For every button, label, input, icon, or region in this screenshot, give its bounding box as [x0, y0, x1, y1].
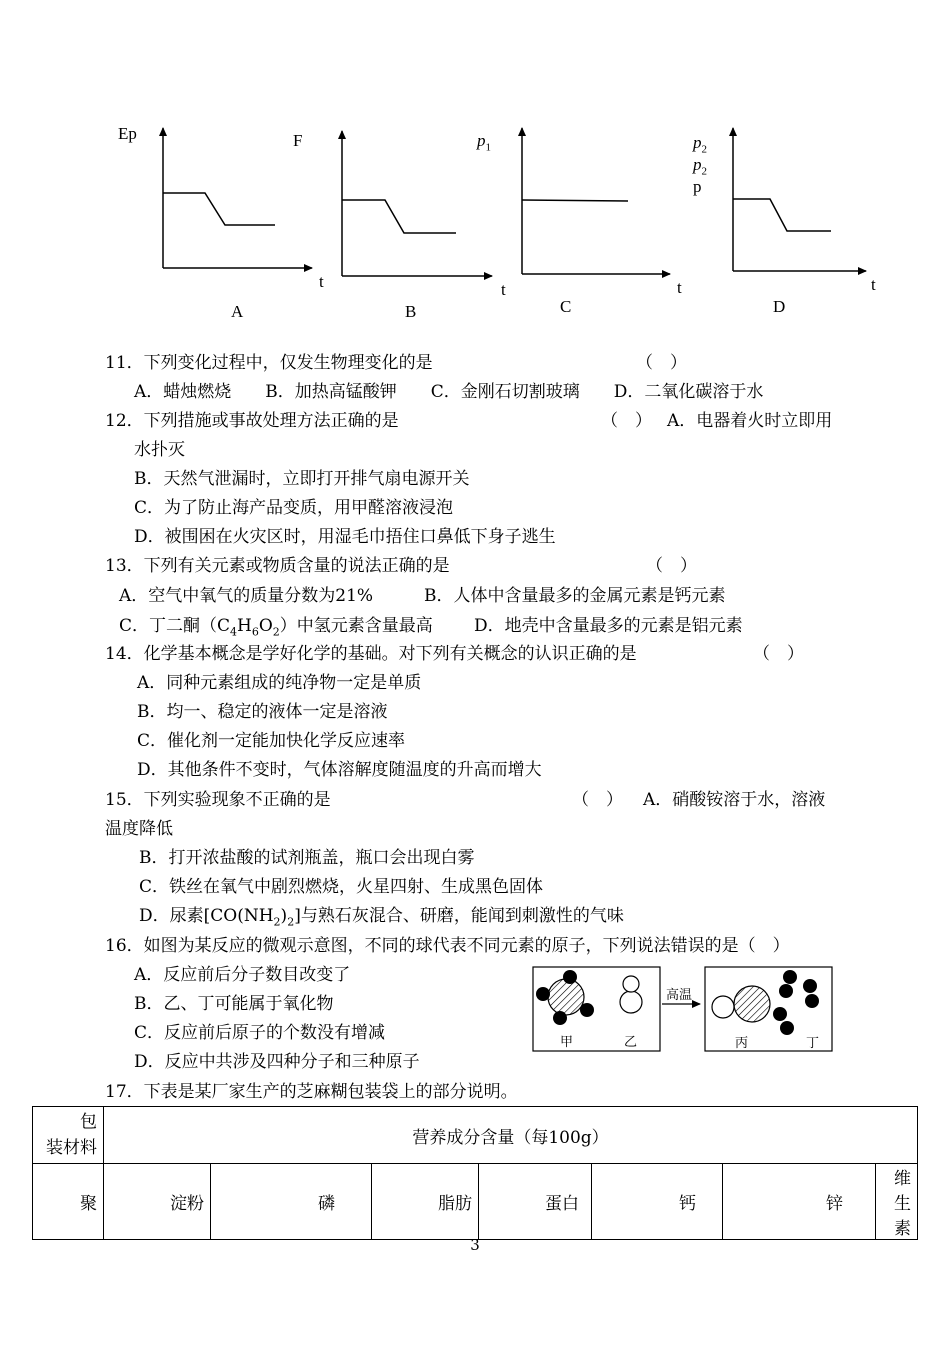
q15-option-b: B．打开浓盐酸的试剂瓶盖，瓶口会出现白雾 [139, 848, 475, 868]
q13-option-c: C．丁二酮$(C_4H_6O_2)$中氢元素含量最高 [119, 616, 433, 639]
q14-option-d: D．其他条件不变时，气体溶解度随温度的升高而增大 [137, 760, 542, 780]
q16-option-a: A．反应前后分子数目改变了 [134, 965, 351, 985]
graph-d-ylabel2: $p_2$ [693, 155, 707, 178]
q13-stem: 13．下列有关元素或物质含量的说法正确的是 [105, 556, 450, 576]
graph-c-caption: C [560, 297, 572, 316]
graph-a [163, 128, 312, 268]
graph-a-xlabel: t [319, 272, 324, 291]
table-cell: 维生素 [876, 1164, 918, 1240]
table-cell: 聚 [33, 1164, 104, 1240]
graph-b [342, 131, 492, 276]
q17-stem: 17．下表是某厂家生产的芝麻糊包装袋上的部分说明。 [105, 1082, 518, 1102]
graph-a-caption: A [231, 302, 244, 321]
graph-c-ylabel: $p_1$ [477, 131, 491, 154]
q15-option-a-cont: 温度降低 [105, 819, 173, 839]
graph-a-ylabel: Ep [118, 124, 137, 143]
reaction-condition: 高温 [666, 988, 693, 1003]
q12-answer-paren: （ ） [601, 411, 652, 431]
q15-answer-paren: （ ） [572, 790, 623, 810]
graphs-figure [0, 0, 950, 340]
graph-d-caption: D [773, 297, 786, 316]
q16-option-c: C．反应前后原子的个数没有增减 [134, 1023, 386, 1043]
table-cell: 蛋白 [479, 1164, 592, 1240]
graph-c [522, 128, 670, 274]
table-cell: 淀粉 [104, 1164, 211, 1240]
q15-option-c: C．铁丝在氧气中剧烈燃烧，火星四射、生成黑色固体 [139, 877, 544, 897]
q12-stem: 12．下列措施或事故处理方法正确的是 [105, 411, 399, 431]
table-cell: 磷 [211, 1164, 372, 1240]
table-cell: 锌 [723, 1164, 876, 1240]
graph-b-xlabel: t [501, 280, 506, 299]
graph-d [733, 128, 866, 271]
q16-option-d: D．反应中共涉及四种分子和三种原子 [134, 1052, 420, 1072]
label-yi: 乙 [624, 1035, 638, 1050]
graph-b-caption: B [405, 302, 417, 321]
q13-answer-paren: （ ） [646, 556, 697, 576]
graph-c-xlabel: t [677, 278, 682, 297]
q12-option-d: D．被围困在火灾区时，用湿毛巾捂住口鼻低下身子逃生 [134, 527, 556, 547]
table-cell: 钙 [592, 1164, 723, 1240]
q11-answer-paren: （ ） [636, 353, 687, 373]
graph-b-ylabel: F [293, 131, 303, 150]
label-bing: 丙 [735, 1036, 749, 1051]
q13-options-ab: A．空气中氧气的质量分数为21% B．人体中含量最多的金属元素是钙元素 [119, 586, 726, 606]
q12-option-a: A．电器着火时立即用 [667, 411, 833, 431]
q12-option-b: B．天然气泄漏时，立即打开排气扇电源开关 [134, 469, 470, 489]
q14-answer-paren: （ ） [753, 644, 804, 664]
graph-d-xlabel: t [871, 275, 876, 294]
graph-d-ylabel1: $p_2$ [693, 133, 707, 156]
table-cell-nutrition-header: 营养成分含量（每100g） [104, 1107, 918, 1164]
q16-stem: 16．如图为某反应的微观示意图，不同的球代表不同元素的原子，下列说法错误的是（ ） [105, 936, 790, 956]
packaging-line1: 包 [80, 1112, 97, 1132]
table-row [33, 1107, 918, 1164]
label-jia: 甲 [560, 1035, 574, 1050]
q14-option-b: B．均一、稳定的液体一定是溶液 [137, 702, 388, 722]
table-cell: 脂肪 [372, 1164, 479, 1240]
label-ding: 丁 [806, 1036, 820, 1051]
nutrition-table [32, 1106, 918, 1240]
table-cell-packaging [33, 1107, 104, 1164]
table-row [33, 1164, 918, 1240]
q12-option-c: C．为了防止海产品变质，用甲醛溶液浸泡 [134, 498, 454, 518]
graph-d-ylabel3: p [693, 177, 702, 196]
page-number: 3 [470, 1236, 480, 1254]
q12-option-a-cont: 水扑灭 [134, 440, 185, 460]
q14-stem: 14．化学基本概念是学好化学的基础。对下列有关概念的认识正确的是 [105, 644, 637, 664]
q16-option-b: B．乙、丁可能属于氧化物 [134, 994, 334, 1014]
q11-options: A．蜡烛燃烧 B．加热高锰酸钾 C．金刚石切割玻璃 D．二氧化碳溶于水 [134, 382, 764, 402]
q11-stem: 11．下列变化过程中，仅发生物理变化的是 [105, 353, 433, 373]
q15-stem: 15．下列实验现象不正确的是 [105, 790, 331, 810]
q15-option-a: A．硝酸铵溶于水，溶液 [643, 790, 826, 810]
packaging-line2: 装材料 [46, 1138, 97, 1158]
q14-option-a: A．同种元素组成的纯净物一定是单质 [137, 673, 422, 693]
q13-option-d: D．地壳中含量最多的元素是铝元素 [474, 616, 743, 636]
q15-option-d: D．尿素$[CO(NH_2)_2]$与熟石灰混合、研磨，能闻到刺激性的气味 [139, 906, 624, 929]
q14-option-c: C．催化剂一定能加快化学反应速率 [137, 731, 406, 751]
